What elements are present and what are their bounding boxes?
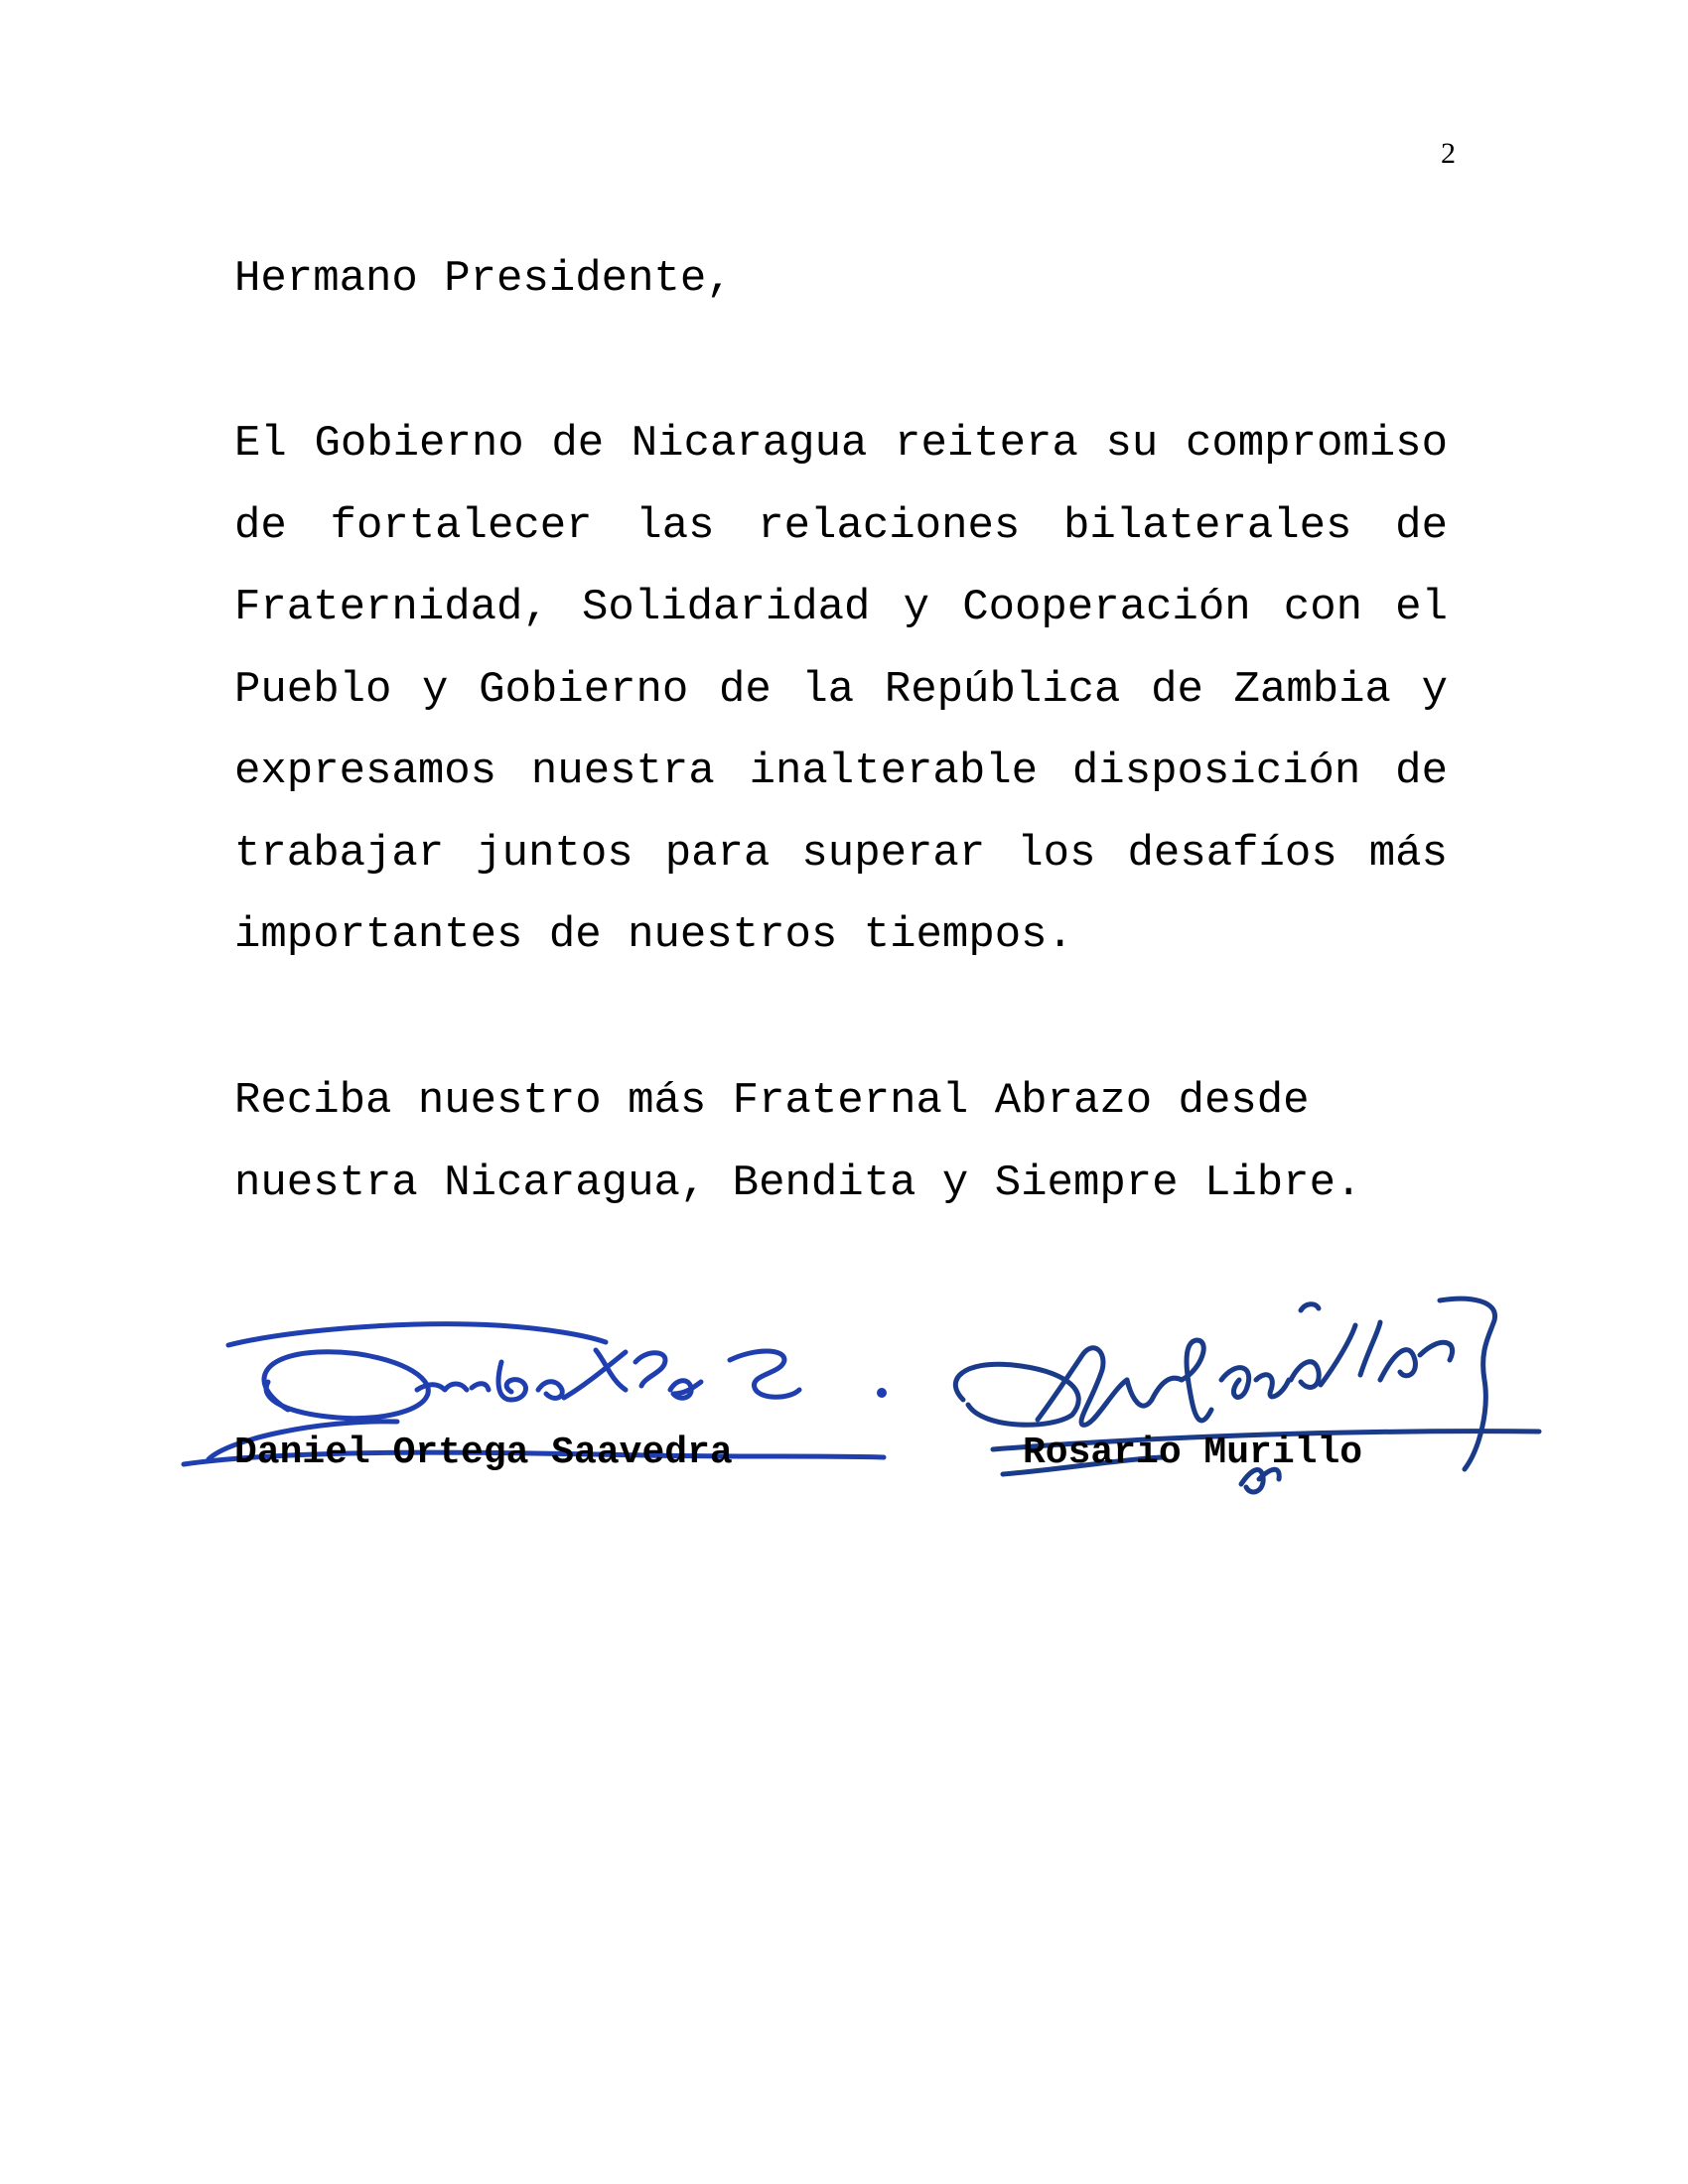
paragraph-main: El Gobierno de Nicaragua reitera su compromiso de fortalecer las relaciones bilaterales de Fraternidad, Solidaridad y Cooperación con el Pueblo y Gobierno de la República de Zambia y expresamos nuestra inalterable disposición de trabajar juntos para superar los desafíos más importantes de nuestros tiempos. [234, 419, 1448, 960]
salutation: Hermano Presidente, [234, 254, 733, 304]
page-number: 2 [1441, 137, 1456, 170]
paragraph-closing: Reciba nuestro más Fraternal Abrazo desde nuestra Nicaragua, Bendita y Siempre Libre. [234, 1075, 1362, 1208]
signatory-name-left: Daniel Ortega Saavedra [234, 1432, 733, 1474]
signature-rosario-murillo [943, 1281, 1559, 1519]
letter-body [234, 238, 1448, 1225]
signatory-name-right: Rosario Murillo [1023, 1432, 1363, 1474]
